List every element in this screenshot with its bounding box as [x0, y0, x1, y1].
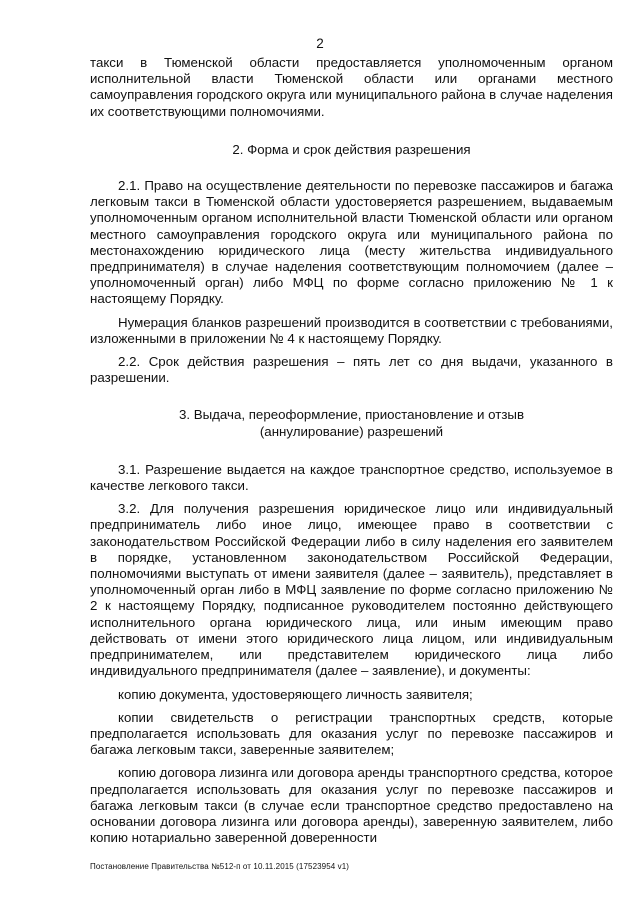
section-heading-3-line2: (аннулирование) разрешений — [259, 423, 444, 439]
page-number: 2 — [316, 36, 324, 51]
list-item-leasing-contract: копию договора лизинга или договора аренды транспортного средства, которое предполагается использовать для оказания услуг по перевозке пассажиров и багажа легковым такси (в случае если транспортное средство предоставлено на основании договора лизинга или договора аренды), заверенную заявителем, либо копию нотариально заверенной доверенности — [90, 765, 613, 846]
list-item-identity-document: копию документа, удостоверяющего личность заявителя; — [118, 686, 473, 702]
section-heading-2: 2. Форма и срок действия разрешения — [232, 141, 471, 157]
paragraph-2-2: 2.2. Срок действия разрешения – пять лет со дня выдачи, указанного в разрешении. — [90, 354, 613, 386]
paragraph-2-1-numbering: Нумерация бланков разрешений производится в соответствии с требованиями, изложенными в приложении № 4 к настоящему Порядку. — [90, 314, 613, 346]
section-heading-3 — [90, 407, 613, 439]
paragraph-continuation: такси в Тюменской области предоставляется уполномоченным органом исполнительной власти Тюменской области или органами местного самоуправления городского округа или муниципального района в случае наделения их соответствующими полномочиями. — [90, 55, 613, 119]
paragraph-3-1: 3.1. Разрешение выдается на каждое транспортное средство, используемое в качестве легкового такси. — [90, 461, 613, 494]
footer-reference: Постановление Правительства №512-п от 10.11.2015 (17523954 v1) — [90, 862, 350, 871]
list-item-registration-certificates: копии свидетельств о регистрации транспортных средств, которые предполагается использовать для оказания услуг по перевозке пассажиров и багажа легковым такси, заверенные заявителем; — [90, 709, 613, 758]
paragraph-3-2: 3.2. Для получения разрешения юридическое лицо или индивидуальный предприниматель либо иное лицо, имеющее право в соответствии с законодательством Российской Федерации либо в силу наделения его заявителем в порядке, установленном законодательством Российской Федерации, полномочиями выступать от имени заявителя (далее – заявитель), представляет в уполномоченный орган либо в МФЦ заявление по форме согласно приложению № 2 к настоящему Порядку, подписанное руководителем постоянно действующего исполнительного органа юридического лица, или иным имеющим право действовать от имени этого юридического лица лицом, или индивидуальным предпринимателем, или представителем юридического лица либо индивидуального предпринимателя (далее – заявление), и документы: — [90, 501, 613, 679]
section-heading-3-line1: 3. Выдача, переоформление, приостановление и отзыв — [178, 407, 525, 423]
document-body — [90, 55, 613, 846]
paragraph-2-1: 2.1. Право на осуществление деятельности по перевозке пассажиров и багажа легковым такси в Тюменской области удостоверяется разрешением, выдаваемым уполномоченным органом исполнительной власти Тюменской области или органом местного самоуправления городского округа или муниципального района по местонахождению юридического лица (месту жительства индивидуального предпринимателя) в случае наделения соответствующим полномочием (далее – уполномоченный орган) либо МФЦ по форме согласно приложению № 1 к настоящему Порядку. — [90, 178, 613, 307]
